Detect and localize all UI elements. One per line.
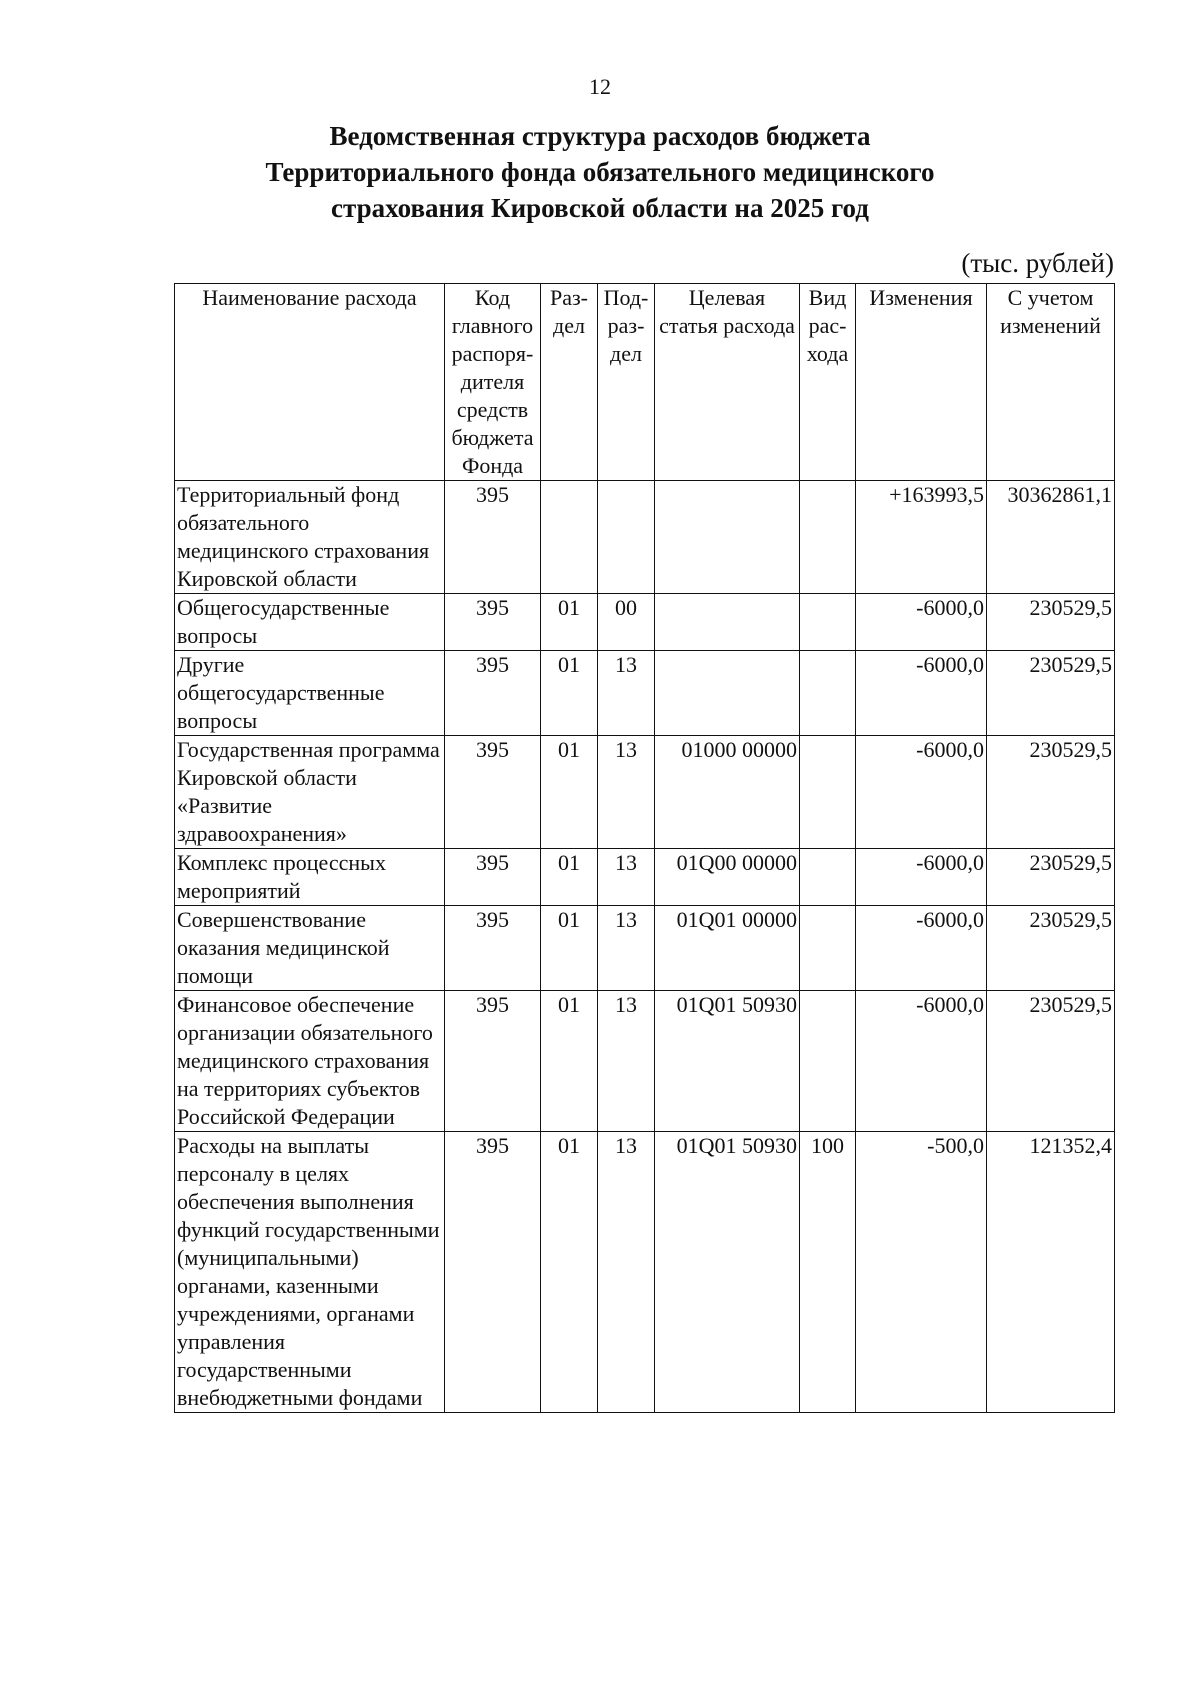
cell-name: Другие общегосударственные вопросы [175,651,445,736]
cell-change: -6000,0 [856,991,987,1132]
cell-subsection: 13 [598,736,655,849]
cell-section: 01 [541,736,598,849]
cell-type [800,594,856,651]
cell-target: 01000 00000 [655,736,800,849]
cell-change: -6000,0 [856,651,987,736]
cell-type: 100 [800,1132,856,1413]
cell-section: 01 [541,906,598,991]
table-row [175,736,1115,849]
table-row [175,849,1115,906]
cell-total: 30362861,1 [987,481,1115,594]
cell-change: +163993,5 [856,481,987,594]
cell-target: 01Q01 50930 [655,1132,800,1413]
cell-code: 395 [445,481,541,594]
table-row [175,906,1115,991]
table-row [175,651,1115,736]
cell-name: Территориальный фонд обязательного медицинского страхования Кировской области [175,481,445,594]
cell-name: Совершенствование оказания медицинской помощи [175,906,445,991]
cell-type [800,481,856,594]
cell-change: -500,0 [856,1132,987,1413]
cell-total: 230529,5 [987,849,1115,906]
cell-section: 01 [541,849,598,906]
page-number: 12 [589,74,611,99]
header-name: Наименование расхода [175,284,445,481]
cell-section: 01 [541,1132,598,1413]
cell-code: 395 [445,736,541,849]
header-subsection: Под-раз-дел [598,284,655,481]
cell-total: 121352,4 [987,1132,1115,1413]
table-header-row [175,284,1115,481]
cell-type [800,849,856,906]
document-title [200,118,1000,226]
cell-subsection: 13 [598,906,655,991]
cell-total: 230529,5 [987,651,1115,736]
budget-table [174,283,1115,1413]
cell-total: 230529,5 [987,991,1115,1132]
cell-change: -6000,0 [856,849,987,906]
title-line-3: страхования Кировской области на 2025 год [331,193,869,223]
cell-change: -6000,0 [856,906,987,991]
cell-subsection: 13 [598,849,655,906]
table-row [175,481,1115,594]
cell-change: -6000,0 [856,594,987,651]
cell-code: 395 [445,906,541,991]
cell-code: 395 [445,594,541,651]
cell-subsection: 00 [598,594,655,651]
table-row [175,991,1115,1132]
header-section: Раз-дел [541,284,598,481]
cell-target: 01Q00 00000 [655,849,800,906]
cell-name: Комплекс процессных мероприятий [175,849,445,906]
cell-change: -6000,0 [856,736,987,849]
cell-section [541,481,598,594]
header-total: С учетом изменений [987,284,1115,481]
cell-type [800,651,856,736]
cell-total: 230529,5 [987,736,1115,849]
cell-code: 395 [445,849,541,906]
title-line-1: Ведомственная структура расходов бюджета [329,121,871,151]
cell-subsection: 13 [598,1132,655,1413]
cell-subsection [598,481,655,594]
header-type: Вид рас-хода [800,284,856,481]
cell-type [800,906,856,991]
cell-name: Общегосударственные вопросы [175,594,445,651]
table-row [175,1132,1115,1413]
header-change: Изменения [856,284,987,481]
cell-type [800,736,856,849]
cell-name: Финансовое обеспечение организации обязательного медицинского страхования на территориях субъектов Российской Федерации [175,991,445,1132]
cell-section: 01 [541,991,598,1132]
cell-name: Расходы на выплаты персоналу в целях обеспечения выполнения функций государственными (муниципальными) органами, казенными учреждениями, органами управления государственными внебюджетными фондами [175,1132,445,1413]
cell-name: Государственная программа Кировской области «Развитие здравоохранения» [175,736,445,849]
cell-total: 230529,5 [987,906,1115,991]
cell-code: 395 [445,1132,541,1413]
cell-target: 01Q01 50930 [655,991,800,1132]
header-code: Код главного распоря-дителя средств бюджета Фонда [445,284,541,481]
cell-type [800,991,856,1132]
cell-subsection: 13 [598,991,655,1132]
title-line-2: Территориального фонда обязательного медицинского [265,157,935,187]
units-label: (тыс. рублей) [961,248,1114,278]
cell-target [655,481,800,594]
cell-section: 01 [541,651,598,736]
cell-target: 01Q01 00000 [655,906,800,991]
cell-code: 395 [445,651,541,736]
cell-total: 230529,5 [987,594,1115,651]
header-target: Целевая статья расхода [655,284,800,481]
table-body [175,481,1115,1413]
cell-target [655,594,800,651]
cell-subsection: 13 [598,651,655,736]
cell-section: 01 [541,594,598,651]
table-row [175,594,1115,651]
cell-code: 395 [445,991,541,1132]
cell-target [655,651,800,736]
